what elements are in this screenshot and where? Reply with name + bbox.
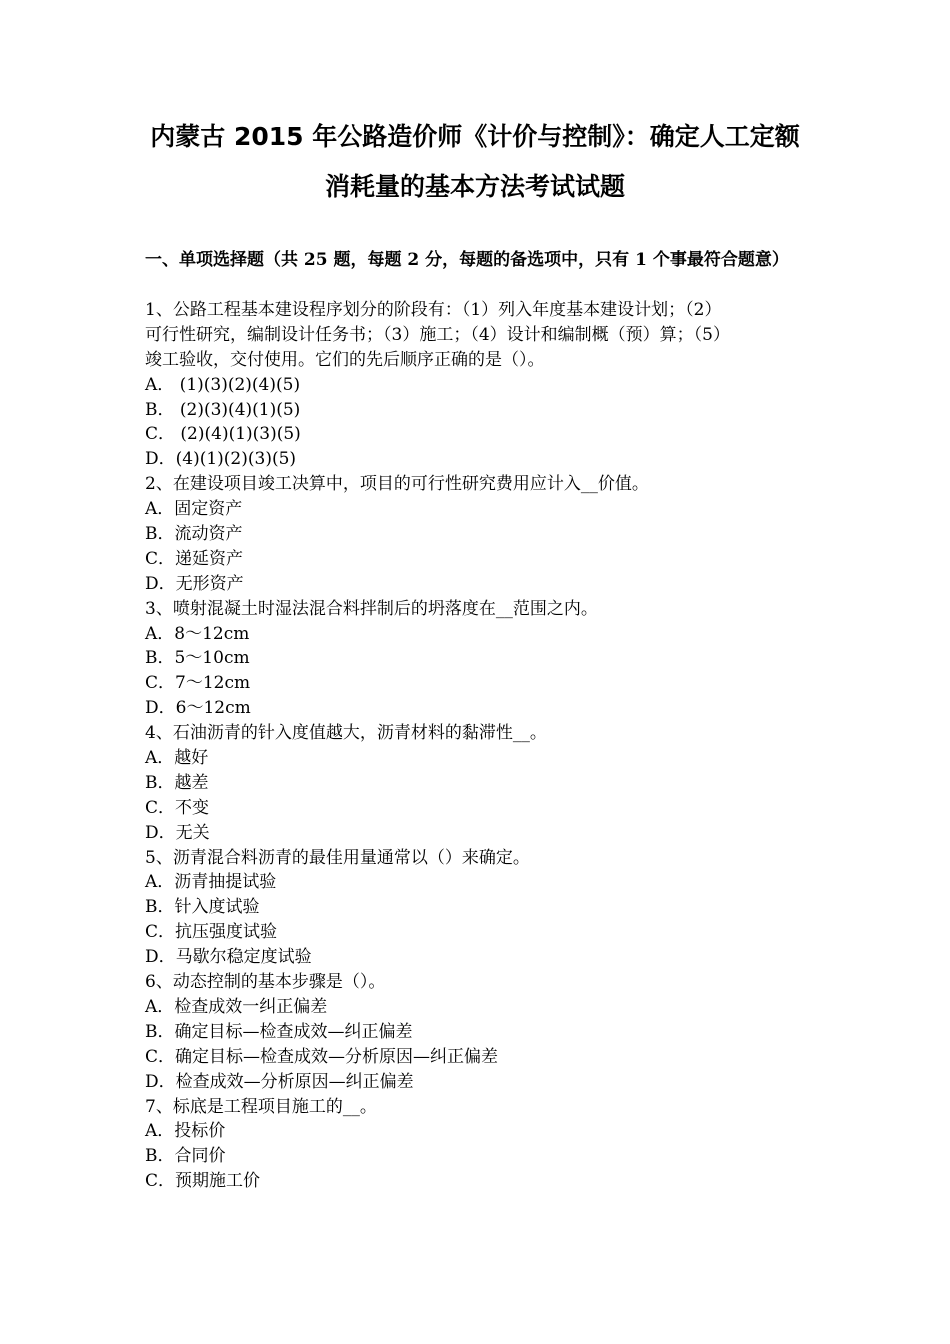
- answer-option: A．投标价: [145, 1121, 226, 1142]
- question-text: 竣工验收，交付使用。它们的先后顺序正确的是（）。: [145, 349, 545, 370]
- answer-option: A． (1)(3)(2)(4)(5): [145, 374, 301, 395]
- answer-option: D．(4)(1)(2)(3)(5): [145, 449, 297, 470]
- question-text: 1、公路工程基本建设程序划分的阶段有：（1）列入年度基本建设计划；（2）: [145, 300, 722, 320]
- question-text: 2、在建设项目竣工决算中，项目的可行性研究费用应计入__价值。: [145, 474, 649, 495]
- question-text: 6、动态控制的基本步骤是（）。: [145, 972, 386, 993]
- answer-option: B．越差: [145, 772, 209, 793]
- answer-option: D．无关: [145, 822, 210, 843]
- answer-option: B．针入度试验: [145, 897, 260, 918]
- document-title-line-2: 消耗量的基本方法考试试题: [324, 172, 625, 201]
- answer-option: C． (2)(4)(1)(3)(5): [145, 424, 301, 445]
- question-text: 5、沥青混合料沥青的最佳用量通常以（）来确定。: [145, 847, 530, 868]
- answer-option: D．马歇尔稳定度试验: [145, 947, 312, 968]
- answer-option: A．8～12cm: [145, 623, 250, 644]
- answer-option: C．不变: [145, 797, 210, 818]
- answer-option: A．固定资产: [145, 499, 243, 520]
- answer-option: D．无形资产: [145, 573, 244, 594]
- answer-option: C．预期施工价: [145, 1171, 261, 1192]
- answer-option: C．7～12cm: [145, 673, 251, 694]
- answer-option: B．流动资产: [145, 524, 243, 545]
- answer-option: A．越好: [145, 748, 209, 769]
- question-text: 3、喷射混凝土时湿法混合料拌制后的坍落度在__范围之内。: [145, 598, 598, 619]
- answer-option: C．递延资产: [145, 548, 244, 569]
- document-title-line-1: 内蒙古 2015 年公路造价师《计价与控制》：确定人工定额: [150, 122, 800, 151]
- question-list: [145, 298, 810, 1194]
- answer-option: B． (2)(3)(4)(1)(5): [145, 399, 301, 420]
- question-text: 4、石油沥青的针入度值越大，沥青材料的黏滞性__。: [145, 723, 547, 744]
- answer-option: C．抗压强度试验: [145, 922, 278, 943]
- answer-option: B．确定目标—检查成效—纠正偏差: [145, 1021, 413, 1042]
- answer-option: B．合同价: [145, 1146, 226, 1167]
- answer-option: D．检查成效—分析原因—纠正偏差: [145, 1071, 414, 1092]
- question-text: 可行性研究，编制设计任务书；（3）施工；（4）设计和编制概（预）算；（5）: [145, 324, 730, 345]
- answer-option: B．5～10cm: [145, 648, 250, 669]
- answer-option: A．沥青抽提试验: [145, 872, 277, 893]
- answer-option: A．检查成效一纠正偏差: [145, 996, 328, 1017]
- section-heading: 一、单项选择题（共 25 题，每题 2 分，每题的备选项中，只有 1 个事最符合题意）: [145, 250, 789, 270]
- answer-option: D．6～12cm: [145, 698, 251, 719]
- question-text: 7、标底是工程项目施工的__。: [145, 1096, 377, 1117]
- answer-option: C．确定目标—检查成效—分析原因—纠正偏差: [145, 1046, 499, 1067]
